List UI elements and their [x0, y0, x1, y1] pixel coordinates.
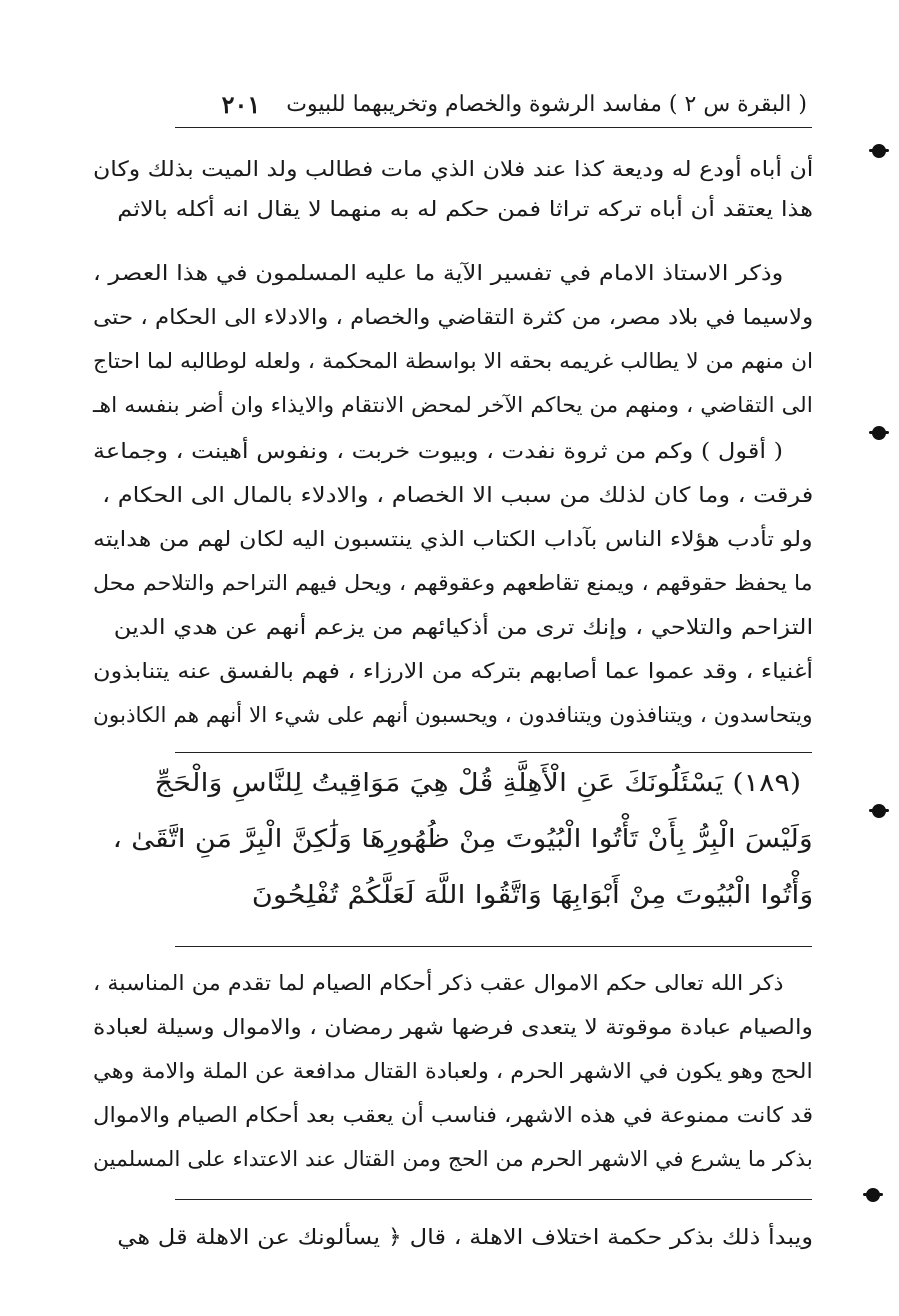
binding-hole-mark — [872, 426, 886, 440]
quran-verse — [93, 766, 813, 926]
verse-line: وَلَيْسَ الْبِرُّ بِأَنْ تَأْتُوا الْبُيُوتَ مِنْ ظُهُورِهَا وَلَٰكِنَّ الْبِرَّ مَنِ اتَّقَىٰ ، — [112, 824, 813, 853]
footer-rule — [175, 1199, 812, 1200]
text-line: ( أقول ) وكم من ثروة نفدت ، وبيوت خربت ، ونفوس أهينت ، وجماعة — [92, 439, 783, 463]
text-line: قد كانت ممنوعة في هذه الاشهر، فناسب أن يعقب بعد أحكام الصيام والاموال — [92, 1103, 813, 1127]
text-line: الى التقاضي ، ومنهم من يحاكم الآخر لمحض الانتقام والايذاء وان أضر بنفسه اهـ — [93, 393, 813, 417]
binding-hole-mark — [872, 144, 886, 158]
verse-top-rule — [175, 752, 812, 753]
text-line: ولاسيما في بلاد مصر، من كثرة التقاضي والخصام ، والادلاء الى الحكام ، حتى — [92, 305, 813, 329]
binding-hole-mark — [872, 804, 886, 818]
header-rule — [175, 127, 812, 128]
text-line: ويتحاسدون ، ويتنافذون ويتنافدون ، ويحسبون أنهم على شيء الا أنهم هم الكاذبون — [93, 703, 813, 727]
verse-bottom-rule — [175, 946, 812, 947]
text-line: ذكر الله تعالى حكم الاموال عقب ذكر أحكام الصيام لما تقدم من المناسبة ، — [92, 971, 783, 995]
verse-line: (١٨٩) يَسْئَلُونَكَ عَنِ الْأَهِلَّةِ قُلْ هِيَ مَوَاقِيتُ لِلنَّاسِ وَالْحَجِّ — [154, 768, 801, 797]
footer-text — [93, 1220, 813, 1264]
text-line: فرقت ، وما كان لذلك من سبب الا الخصام ، والادلاء بالمال الى الحكام ، — [101, 483, 813, 507]
text-line: أن أباه أودع له وديعة كذا عند فلان الذي مات فطالب ولد الميت بذلك وكان — [92, 157, 813, 181]
text-line: هذا يعتقد أن أباه تركه تراثا فمن حكم له به منهما لا يقال انه أكله بالاثم — [117, 197, 813, 221]
page-number: ٢٠١ — [221, 89, 261, 119]
text-line: ولو تأدب هؤلاء الناس بآداب الكتاب الذي ينتسبون اليه لكان لهم من هدايته — [93, 527, 813, 551]
text-line: ما يحفظ حقوقهم ، ويمنع تقاطعهم وعقوقهم ، ويحل فيهم التراحم والتلاحم محل — [93, 571, 813, 595]
verse-line: وَأْتُوا الْبُيُوتَ مِنْ أَبْوَابِهَا وَاتَّقُوا اللَّهَ لَعَلَّكُمْ تُفْلِحُونَ — [251, 880, 813, 909]
binding-hole-mark — [866, 1188, 880, 1202]
paragraph-continuation — [93, 152, 813, 232]
commentary — [93, 966, 813, 1186]
page-header — [175, 84, 813, 124]
running-head: ( البقرة س ٢ ) مفاسد الرشوة والخصام وتخريبهما للبيوت — [286, 91, 807, 117]
text-line: ان منهم من لا يطالب غريمه بحقه الا بواسطة المحكمة ، ولعله لوطالبه لما احتاج — [92, 349, 813, 373]
text-line: وذكر الاستاذ الامام في تفسير الآية ما عليه المسلمون في هذا العصر ، — [92, 261, 783, 285]
text-line: ويبدأ ذلك بذكر حكمة اختلاف الاهلة ، قال ﴿ يسألونك عن الاهلة قل هي — [117, 1225, 813, 1249]
text-line: أغنياء ، وقد عموا عما أصابهم بتركه من الارزاء ، فهم بالفسق عنه يتنابذون — [92, 659, 813, 683]
text-line: التزاحم والتلاحي ، وإنك ترى من أذكيائهم من يزعم أنهم عن هدي الدين — [113, 615, 813, 639]
text-line: الحج وهو يكون في الاشهر الحرم ، ولعبادة القتال مدافعة عن الملة والامة وهي — [93, 1059, 813, 1083]
paragraph-imam — [93, 256, 813, 436]
text-line: والصيام عبادة موقوتة لا يتعدى فرضها شهر رمضان ، والاموال وسيلة لعبادة — [93, 1015, 813, 1039]
text-line: بذكر ما يشرع في الاشهر الحرم من الحج ومن القتال عند الاعتداء على المسلمين — [93, 1147, 813, 1171]
paragraph-aqool — [93, 434, 813, 734]
